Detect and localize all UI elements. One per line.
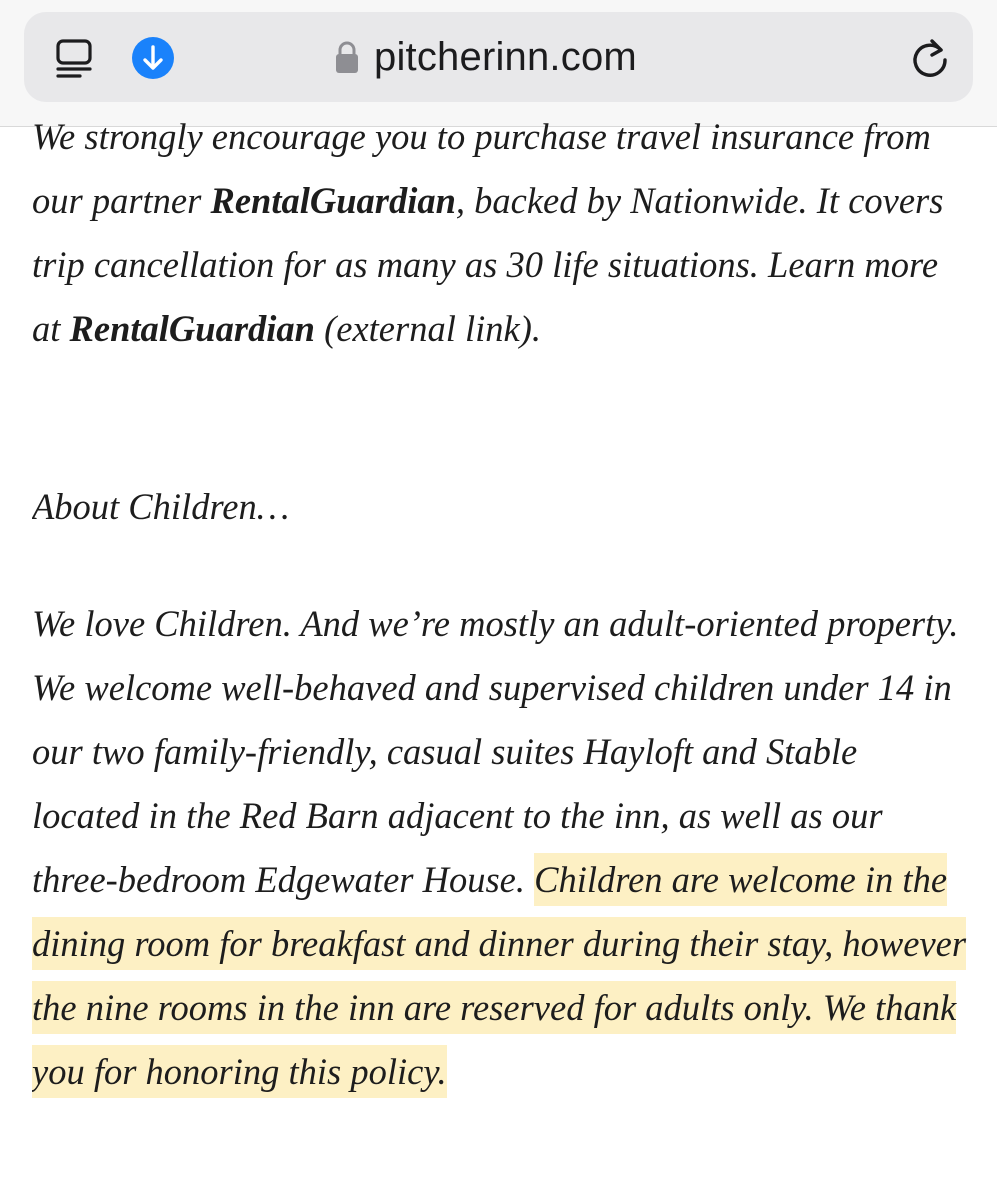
url-text[interactable]: pitcherinn.com bbox=[374, 35, 637, 79]
children-paragraph bbox=[32, 592, 967, 1104]
rentalguardian-brand: RentalGuardian bbox=[210, 180, 456, 221]
insurance-text-2: , backed by Nationwide. It covers trip cancellation for as many as 30 life situations. Learn more at bbox=[32, 180, 944, 349]
insurance-text-3: (external link). bbox=[314, 308, 541, 349]
rentalguardian-link[interactable]: RentalGuardian bbox=[69, 308, 315, 349]
page-content bbox=[32, 0, 972, 1200]
highlighted-policy-text: Children are welcome in the dining room for breakfast and dinner during their stay, however the nine rooms in the inn are reserved for adults only. We thank you for honoring this policy. bbox=[32, 853, 966, 1098]
children-heading: About Children… bbox=[32, 486, 290, 527]
insurance-paragraph bbox=[32, 105, 967, 361]
children-intro-text: We love Children. And we’re mostly an adult-oriented property. We welcome well-behaved and supervised children under 14 in our two family-friendly, casual suites Hayloft and Stable located in the Red Barn adjacent to the inn, as well as our three-bedroom Edgewater House. bbox=[32, 603, 959, 900]
insurance-text-1: We strongly encourage you to purchase travel insurance from our partner bbox=[32, 116, 931, 221]
